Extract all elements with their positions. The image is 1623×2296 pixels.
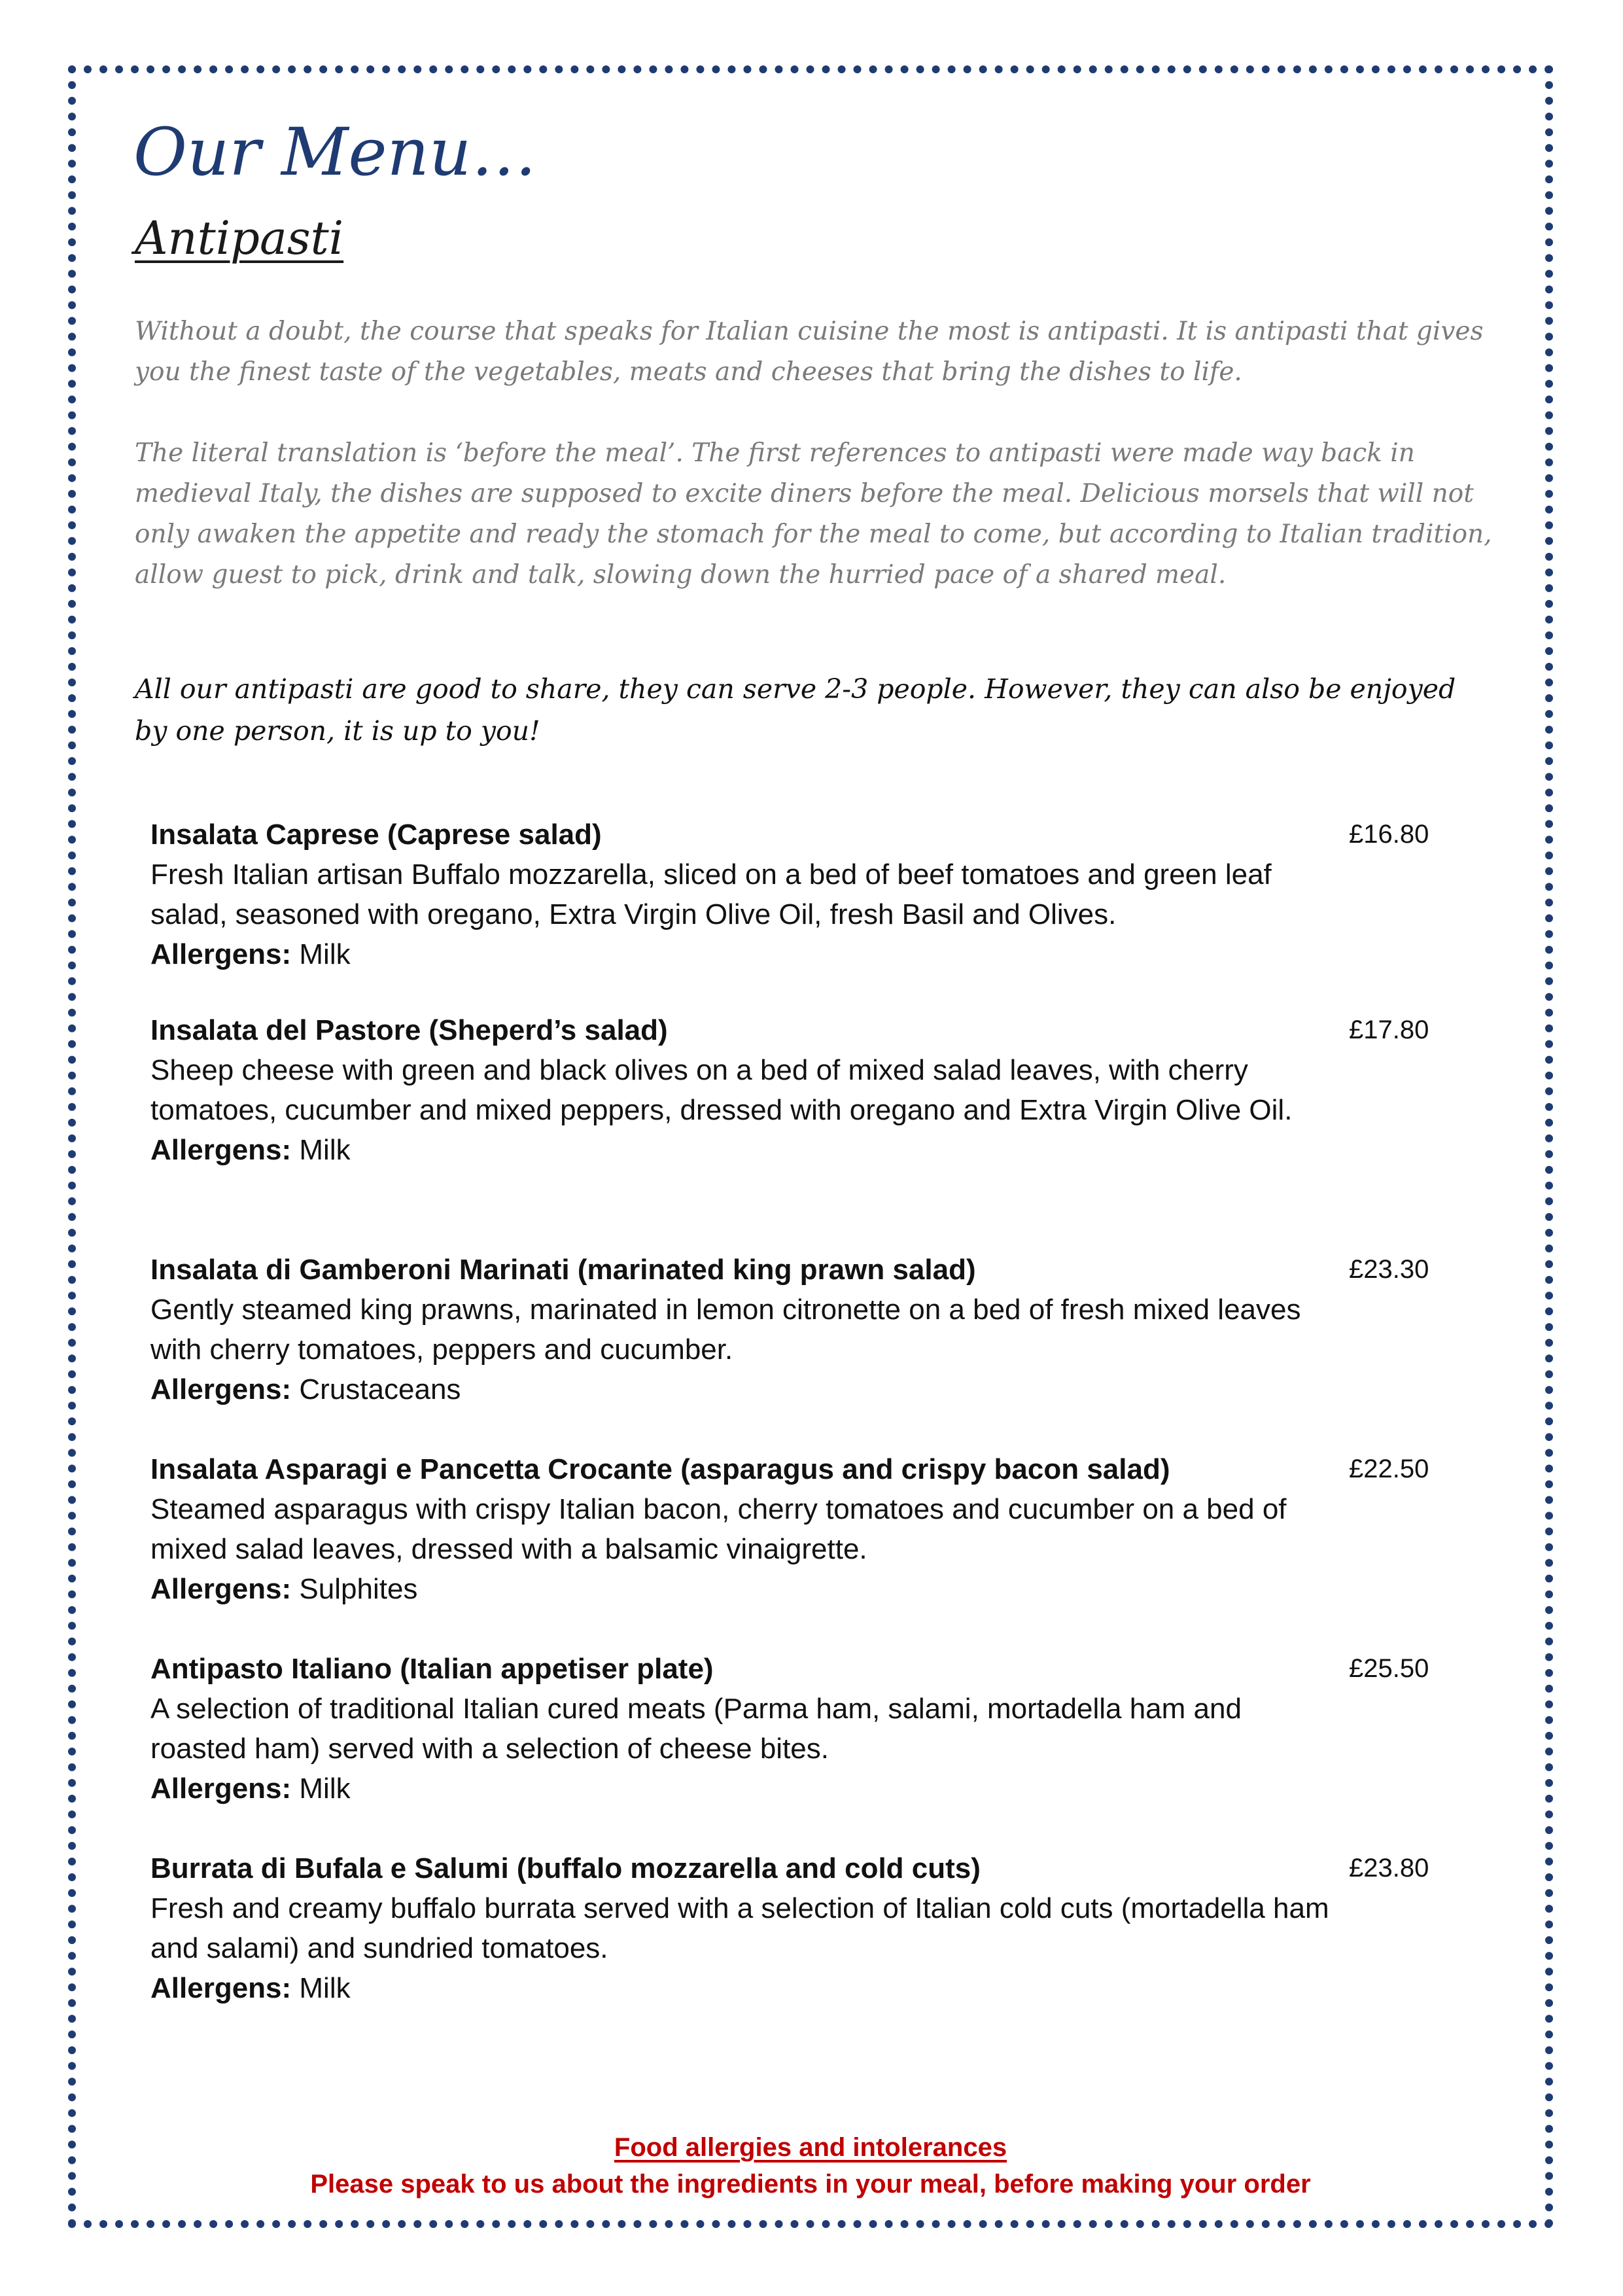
menu-item-price: £17.80 [1349,1016,1429,1044]
menu-item-name: Insalata del Pastore (Sheperd’s salad) [150,1014,668,1046]
menu-item-name: Insalata Caprese (Caprese salad) [150,819,602,851]
intro-paragraph-1: Without a doubt, the course that speaks for Italian cuisine the most is antipasti. It is antipasti that gives you the finest taste of the vegetables, meats and cheeses that bring the dishes to life. [135,317,1484,387]
allergens-label: Allergens: [150,1773,292,1805]
menu-item-price: £16.80 [1349,820,1429,849]
allergens-value: Crustaceans [299,1373,461,1405]
allergens-value: Sulphites [299,1573,418,1605]
allergens-value: Milk [299,1134,351,1166]
share-note: All our antipasti are good to share, they can serve 2-3 people. However, they can also be enjoyed by one person, it is up to you! [135,673,1456,747]
allergens-label: Allergens: [150,1573,292,1605]
menu-item [150,1848,1459,2008]
menu-item [150,1250,1459,1409]
menu-item [150,1449,1459,1609]
menu-item-allergens [150,1130,1459,1170]
page-title: Our Menu… [133,114,537,190]
allergens-value: Milk [299,1972,351,2004]
menu-item-allergens [150,1968,1459,2008]
allergens-value: Milk [299,1773,351,1805]
menu-item [150,1010,1459,1170]
menu-item-name: Insalata Asparagi e Pancetta Crocante (asparagus and crispy bacon salad) [150,1453,1170,1485]
menu-item-price: £22.50 [1349,1455,1429,1483]
menu-item-description: A selection of traditional Italian cured meats (Parma ham, salami, mortadella ham and roasted ham) served with a selection of cheese bites. [150,1693,1242,1765]
menu-item [150,815,1459,974]
section-heading-antipasti: Antipasti [135,211,344,265]
menu-item-description: Fresh Italian artisan Buffalo mozzarella, sliced on a bed of beef tomatoes and green leaf salad, seasoned with oregano, Extra Virgin Olive Oil, fresh Basil and Olives. [150,858,1272,930]
allergens-label: Allergens: [150,938,292,970]
menu-item-name: Antipasto Italiano (Italian appetiser plate) [150,1653,714,1685]
menu-item-allergens [150,934,1459,974]
menu-item-description: Sheep cheese with green and black olives on a bed of mixed salad leaves, with cherry tomatoes, cucumber and mixed peppers, dressed with oregano and Extra Virgin Olive Oil. [150,1054,1293,1126]
allergens-label: Allergens: [150,1972,292,2004]
menu-item-description: Steamed asparagus with crispy Italian bacon, cherry tomatoes and cucumber on a bed of mixed salad leaves, dressed with a balsamic vinaigrette. [150,1493,1287,1565]
menu-item-description: Fresh and creamy buffalo burrata served with a selection of Italian cold cuts (mortadella ham and salami) and sundried tomatoes. [150,1892,1329,1964]
menu-item-description: Gently steamed king prawns, marinated in lemon citronette on a bed of fresh mixed leaves with cherry tomatoes, peppers and cucumber. [150,1294,1301,1366]
menu-item-allergens [150,1369,1459,1409]
menu-item-name: Insalata di Gamberoni Marinati (marinated king prawn salad) [150,1254,976,1286]
allergens-value: Milk [299,938,351,970]
menu-item-allergens [150,1769,1459,1809]
allergens-label: Allergens: [150,1134,292,1166]
menu-item-price: £25.50 [1349,1654,1429,1683]
menu-item-price: £23.80 [1349,1854,1429,1882]
allergy-notice-text: Please speak to us about the ingredients in your meal, before making your order [310,2170,1311,2199]
menu-item-allergens [150,1569,1459,1609]
allergy-notice-title: Food allergies and intolerances [614,2133,1007,2162]
menu-item-name: Burrata di Bufala e Salumi (buffalo mozzarella and cold cuts) [150,1852,981,1884]
menu-item [150,1649,1459,1809]
allergens-label: Allergens: [150,1373,292,1405]
menu-item-price: £23.30 [1349,1255,1429,1284]
intro-paragraph-2: The literal translation is ‘before the meal’. The first references to antipasti were made way back in medieval Italy, the dishes are supposed to excite diners before the meal. Delicious morsels that will not only awaken the appetite and ready the stomach for the meal to come, but according to Italian tradition, allow guest to pick, drink and talk, slowing down the hurried pace of a shared meal. [135,438,1492,590]
